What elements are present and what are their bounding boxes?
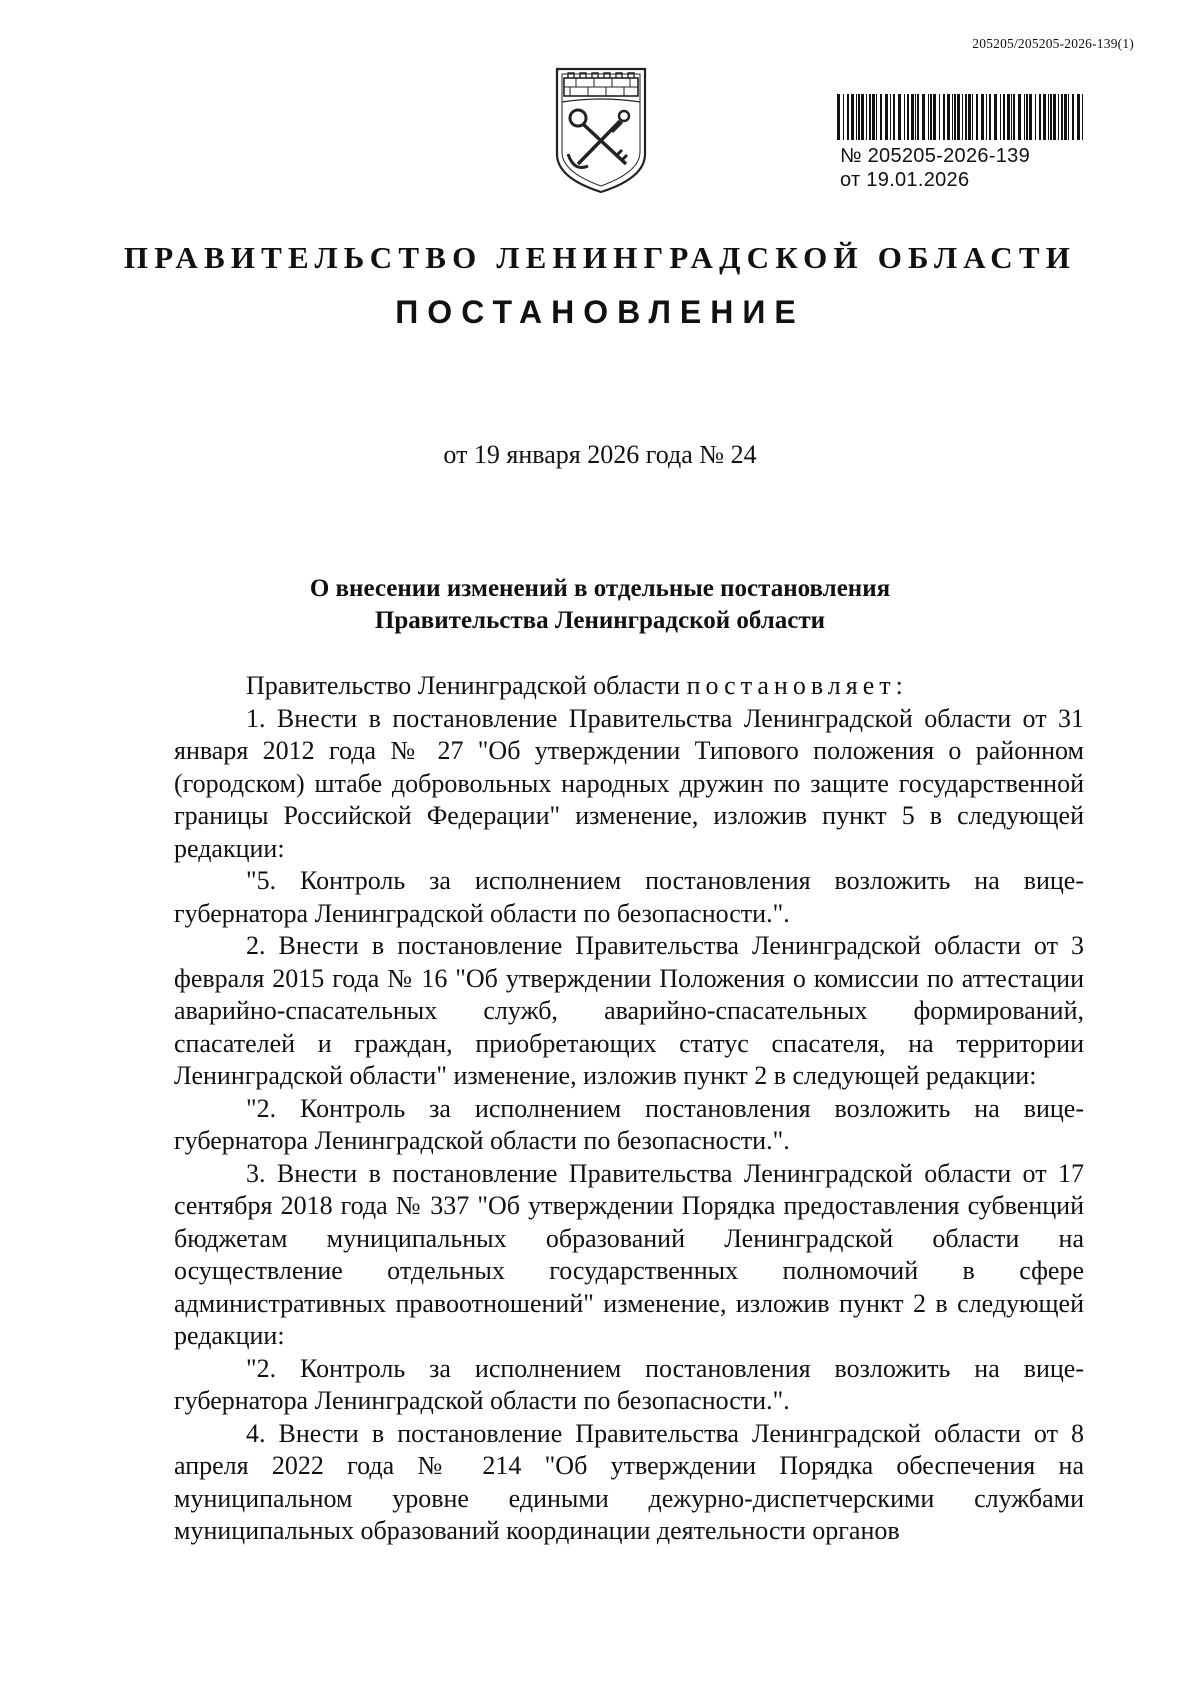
document-reference-number: 205205/205205-2026-139(1): [972, 36, 1134, 51]
body-paragraph: 4. Внести в постановление Правительства Ленинградской области от 8 апреля 2022 года № 214 "Об утверждении Порядка обеспечения на муниципальном уровне едиными дежурно-диспетчерскими службами муниципальных образований координации деятельности органов: [174, 1418, 1084, 1545]
barcode-icon: [837, 94, 1087, 140]
intro-prefix: Правительство Ленинградской области: [246, 671, 681, 700]
registration-date: от 19.01.2026: [840, 169, 970, 191]
subject-line: Правительства Ленинградской области: [374, 607, 826, 634]
body-paragraph: 1. Внести в постановление Правительства Ленинградской области от 31 января 2012 года № 27 "Об утверждении Типового положения о районном (городском) штабе добровольных народных дружин по защите государственной границы Российской Федерации" изменение, изложив пункт 5 в следующей редакции:: [174, 703, 1084, 863]
intro-paragraph: [174, 670, 1084, 703]
body-paragraph: "2. Контроль за исполнением постановления возложить на вице-губернатора Ленинградской области по безопасности.".: [174, 1093, 1084, 1155]
registration-stamp: [840, 144, 1030, 192]
body-paragraph: 3. Внести в постановление Правительства Ленинградской области от 17 сентября 2018 года № 337 "Об утверждении Порядка предоставления субвенций бюджетам муниципальных образований Ленинградской области на осуществление отдельных государственных полномочий в сфере административных правоотношений" изменение, изложив пункт 2 в следующей редакции:: [174, 1158, 1084, 1350]
body-paragraph: "5. Контроль за исполнением постановления возложить на вице-губернатора Ленинградской области по безопасности.".: [174, 866, 1084, 928]
intro-resolves: постановляет:: [686, 671, 908, 700]
coat-of-arms-icon: [554, 66, 648, 194]
subject-line: О внесении изменений в отдельные постановления: [309, 575, 891, 602]
document-body: [174, 670, 1084, 1548]
body-paragraph: "2. Контроль за исполнением постановления возложить на вице-губернатора Ленинградской области по безопасности.".: [174, 1353, 1084, 1415]
document-subject: [0, 573, 1200, 637]
body-paragraph: 2. Внести в постановление Правительства Ленинградской области от 3 февраля 2015 года № 16 "Об утверждении Положения о комиссии по аттестации аварийно-спасательных служб, аварийно-спасательных формирований, спасателей и граждан, приобретающих статус спасателя, на территории Ленинградской области" изменение, изложив пункт 2 в следующей редакции:: [174, 931, 1084, 1090]
document-date-number: от 19 января 2026 года № 24: [443, 440, 757, 469]
document-type-heading: ПОСТАНОВЛЕНИЕ: [395, 294, 805, 330]
registration-number: № 205205-2026-139: [840, 145, 1031, 167]
government-title: ПРАВИТЕЛЬСТВО ЛЕНИНГРАДСКОЙ ОБЛАСТИ: [123, 240, 1077, 275]
